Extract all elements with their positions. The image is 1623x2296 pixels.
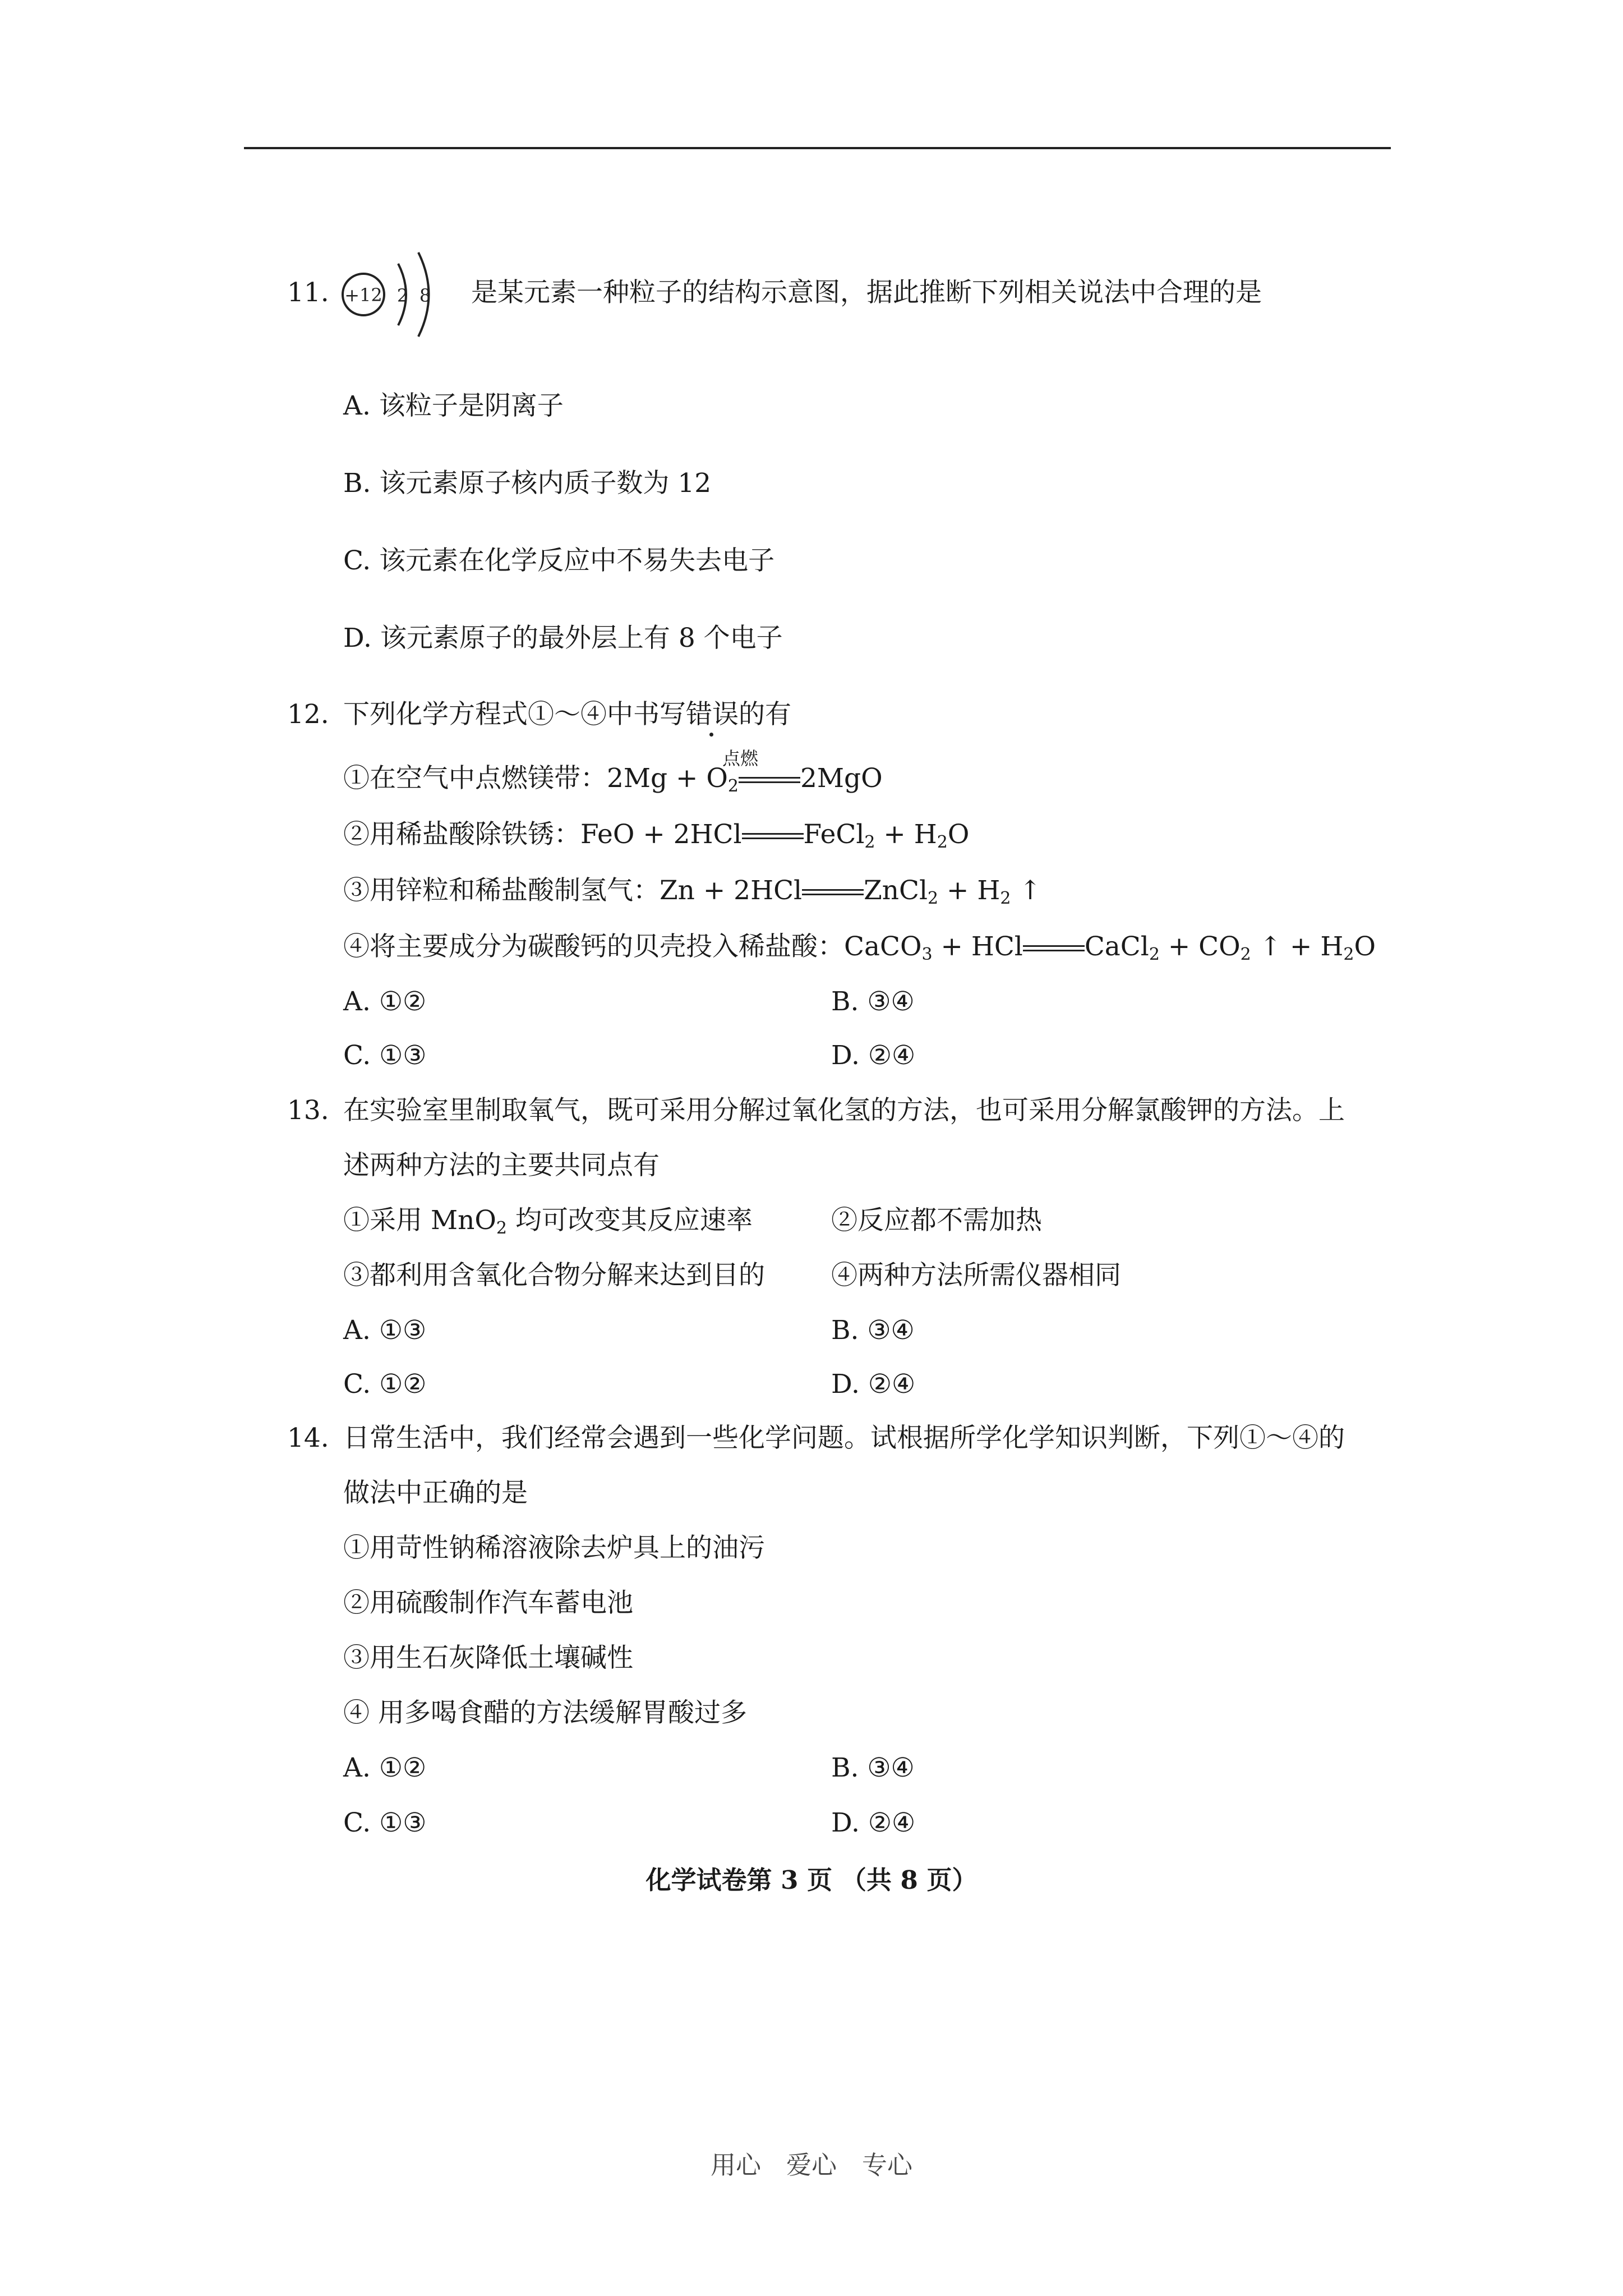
q12-stem — [343, 698, 791, 731]
q12-option-d: D. ②④ — [831, 1040, 916, 1071]
q13-number: 13. — [287, 1095, 329, 1126]
eq2-p2: + H — [875, 819, 937, 850]
q13-stem-line1: 在实验室里制取氧气，既可采用分解过氧化氢的方法，也可采用分解氯酸钾的方法。上 — [343, 1095, 1345, 1126]
q13-s1-part2: 均可改变其反应速率 — [506, 1205, 753, 1236]
q13-option-a: A. ①③ — [343, 1315, 427, 1346]
q13-statement-3: ③都利用含氧化合物分解来达到目的 — [343, 1260, 765, 1291]
q14-item-1: ①用苛性钠稀溶液除去炉具上的油污 — [343, 1533, 765, 1563]
eq3-p2: + H — [938, 875, 1000, 906]
top-rule — [244, 147, 1391, 149]
q11-option-d: D. 该元素原子的最外层上有 8 个电子 — [343, 623, 783, 654]
q12-stem-emphasis: 错误 — [686, 698, 739, 731]
q11-number: 11. — [287, 277, 329, 308]
page-number-label: 化学试卷第 3 页 （共 8 页） — [645, 1865, 978, 1895]
eq2-p3: O — [947, 819, 970, 850]
q13-statement-4: ④两种方法所需仪器相同 — [831, 1260, 1121, 1291]
eq1-products: 2MgO — [800, 763, 883, 794]
eq2-equals-sign — [742, 831, 804, 842]
eq4-p3: CaCl — [1084, 931, 1149, 962]
eq4-p5: ↑ + H — [1251, 931, 1344, 962]
q12-equation-2 — [343, 818, 969, 859]
q12-equation-1 — [343, 762, 883, 803]
footer-motto: 用心 爱心 专心 — [710, 2150, 912, 2180]
eq1-reactants: ①在空气中点燃镁带：2Mg + O — [343, 763, 728, 794]
eq4-sub4: 2 — [1343, 945, 1354, 964]
q12-equation-4 — [343, 930, 1376, 972]
q13-option-c: C. ①② — [343, 1369, 427, 1400]
eq4-p2: + HCl — [932, 931, 1023, 962]
eq4-sub2: 2 — [1149, 945, 1160, 964]
eq3-p3: ↑ — [1011, 875, 1041, 906]
diagram-shell-2: 8 — [419, 285, 431, 306]
diagram-shell-1: 2 — [396, 285, 409, 306]
q14-item-3: ③用生石灰降低土壤碱性 — [343, 1642, 633, 1673]
eq4-equals-sign — [1023, 943, 1085, 954]
q14-option-a: A. ①② — [343, 1752, 427, 1783]
q13-option-b: B. ③④ — [831, 1315, 915, 1346]
eq2-sub2: 2 — [937, 832, 948, 852]
eq2-p1: FeCl — [803, 819, 865, 850]
q12-option-a: A. ①② — [343, 986, 427, 1017]
q14-option-c: C. ①③ — [343, 1807, 427, 1838]
q13-s1-sub: 2 — [496, 1218, 507, 1238]
q14-stem-line1: 日常生活中，我们经常会遇到一些化学问题。试根据所学化学知识判断，下列①～④的 — [343, 1423, 1345, 1453]
q11-option-c: C. 该元素在化学反应中不易失去电子 — [343, 545, 775, 576]
eq3-sub1: 2 — [928, 889, 939, 908]
q14-option-b: B. ③④ — [831, 1752, 915, 1783]
eq3-sub2: 2 — [1000, 889, 1011, 908]
q12-option-b: B. ③④ — [831, 986, 915, 1017]
eq1-equals-sign — [739, 775, 800, 786]
q12-option-c: C. ①③ — [343, 1040, 427, 1071]
q12-number: 12. — [287, 699, 329, 730]
q11-stem: 是某元素一种粒子的结构示意图，据此推断下列相关说法中合理的是 — [471, 277, 1262, 308]
eq4-p1: ④将主要成分为碳酸钙的贝壳投入稀盐酸：CaCO — [343, 931, 922, 962]
eq2-sub1: 2 — [864, 832, 875, 852]
q14-item-2: ②用硫酸制作汽车蓄电池 — [343, 1588, 633, 1618]
reaction-condition: 点燃 — [722, 748, 759, 769]
q13-statement-2: ②反应都不需加热 — [831, 1205, 1042, 1236]
eq4-sub1: 3 — [921, 945, 933, 964]
eq4-p4: + CO — [1159, 931, 1241, 962]
eq2-reactants: ②用稀盐酸除铁锈：FeO + 2HCl — [343, 819, 742, 850]
q14-number: 14. — [287, 1423, 329, 1453]
eq1-sub: 2 — [727, 776, 739, 796]
q12-stem-part3: 的有 — [739, 699, 791, 730]
eq3-equals-sign — [802, 887, 864, 898]
atom-structure-diagram — [335, 247, 448, 342]
eq4-p6: O — [1354, 931, 1376, 962]
q13-s1-part1: ①采用 MnO — [343, 1205, 496, 1236]
q11-option-b: B. 该元素原子核内质子数为 12 — [343, 468, 712, 499]
q14-stem-line2: 做法中正确的是 — [343, 1478, 528, 1508]
q14-option-d: D. ②④ — [831, 1807, 916, 1838]
q12-stem-part1: 下列化学方程式①～④中书写 — [343, 699, 686, 730]
q13-statement-1 — [343, 1204, 753, 1245]
q13-option-d: D. ②④ — [831, 1369, 916, 1400]
eq3-p1: ZnCl — [864, 875, 928, 906]
diagram-nucleus: +12 — [344, 284, 382, 306]
q14-item-4: ④ 用多喝食醋的方法缓解胃酸过多 — [343, 1697, 747, 1728]
q13-stem-line2: 述两种方法的主要共同点有 — [343, 1150, 660, 1181]
eq3-reactants: ③用锌粒和稀盐酸制氢气：Zn + 2HCl — [343, 875, 803, 906]
q11-option-a: A. 该粒子是阴离子 — [343, 390, 564, 421]
q12-equation-3 — [343, 874, 1041, 915]
eq4-sub3: 2 — [1240, 945, 1251, 964]
